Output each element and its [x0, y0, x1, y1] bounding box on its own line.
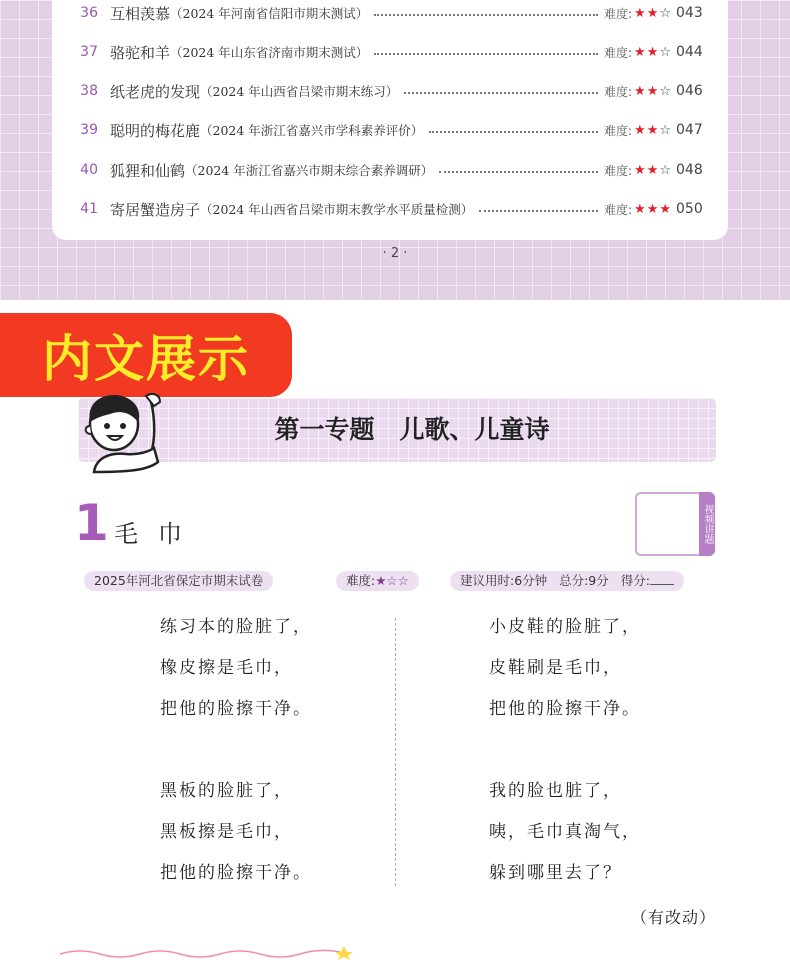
lesson-title: 毛巾 — [114, 520, 202, 548]
toc-leader-dots — [374, 13, 598, 16]
toc-entry-title: 寄居蟹造房子 — [110, 200, 201, 219]
toc-entry-source: （2024 年山西省吕梁市期末教学水平质量检测） — [200, 202, 474, 217]
empty-star-icon: ☆ — [659, 162, 672, 178]
filled-star-icon: ★ — [634, 122, 647, 138]
toc-entry-source: （2024 年山东省济南市期末测试） — [170, 45, 369, 60]
filled-star-icon: ★ — [634, 83, 647, 99]
poem-line: 躲到哪里去了？ — [489, 863, 622, 883]
toc-difficulty-stars — [634, 84, 672, 99]
toc-entry-number: 41 — [80, 201, 98, 217]
poem-line: 黑板的脸脏了， — [160, 781, 293, 801]
toc-difficulty-stars — [634, 202, 672, 217]
toc-entry-title: 互相羡慕 — [110, 4, 171, 23]
toc-entry-page: 046 — [676, 83, 703, 99]
filled-star-icon: ★ — [634, 162, 647, 178]
empty-star-icon: ☆ — [659, 83, 672, 99]
column-divider — [395, 618, 396, 886]
filled-star-icon: ★ — [634, 201, 647, 217]
toc-leader-dots — [374, 52, 598, 55]
filled-star-icon: ★ — [646, 122, 660, 138]
chapter-title: 第一专题 儿歌、儿童诗 — [274, 415, 550, 444]
suggested-time: 建议用时:6分钟 — [460, 573, 548, 588]
toc-entry[interactable] — [52, 199, 728, 219]
difficulty-label: 难度: — [346, 573, 376, 588]
difficulty-stars: ★☆☆ — [375, 573, 409, 588]
poem-line: 橡皮擦是毛巾， — [160, 658, 293, 678]
time-score-pill — [450, 571, 684, 591]
toc-entry-page: 050 — [676, 201, 703, 217]
toc-entry-page: 048 — [676, 162, 703, 178]
content-preview-banner — [0, 313, 292, 397]
toc-entry-title: 狐狸和仙鹤 — [110, 161, 186, 180]
toc-entry-title: 聪明的梅花鹿 — [110, 121, 201, 140]
score-blank[interactable] — [650, 572, 674, 585]
toc-entry-source: （2024 年河南省信阳市期末测试） — [170, 6, 369, 21]
toc-difficulty-stars — [634, 163, 672, 178]
filled-star-icon: ★ — [634, 5, 647, 21]
filled-star-icon: ★ — [646, 201, 660, 217]
filled-star-icon: ★ — [646, 83, 660, 99]
toc-entry-source: （2024 年浙江省嘉兴市期末综合素养调研） — [185, 163, 434, 178]
exam-info-strip — [84, 571, 714, 591]
toc-entry-source: （2024 年山西省吕梁市期末练习） — [200, 84, 399, 99]
toc-difficulty-label: 难度: — [603, 163, 633, 178]
toc-entry[interactable] — [52, 120, 728, 140]
exam-source-pill — [84, 571, 273, 591]
toc-entry-number: 39 — [80, 122, 98, 138]
adaptation-note: （有改动） — [630, 908, 716, 927]
toc-entry-page: 047 — [676, 122, 703, 138]
poem-line: 把他的脸擦干净。 — [160, 699, 312, 719]
toc-entry[interactable] — [52, 81, 728, 101]
toc-difficulty-label: 难度: — [603, 6, 633, 21]
empty-star-icon: ☆ — [659, 122, 672, 138]
toc-difficulty-stars — [634, 123, 672, 138]
filled-star-icon: ★ — [646, 162, 660, 178]
poem-line: 皮鞋刷是毛巾， — [489, 658, 622, 678]
poem-line: 咦，毛巾真淘气， — [489, 822, 641, 842]
lesson-number: 1 — [74, 494, 109, 552]
toc-entry-title: 纸老虎的发现 — [110, 82, 201, 101]
page-number: · 2 · — [382, 246, 408, 261]
toc-entry[interactable] — [52, 42, 728, 62]
difficulty-pill — [336, 571, 419, 591]
toc-difficulty-stars — [634, 45, 672, 60]
toc-entry-number: 40 — [80, 162, 98, 178]
filled-star-icon: ★ — [634, 44, 647, 60]
filled-star-icon: ★ — [646, 44, 660, 60]
score-label: 得分: — [620, 573, 650, 588]
toc-entry-number: 36 — [80, 5, 98, 21]
banner-text: 内文展示 — [42, 330, 250, 388]
poem-left-column — [160, 612, 312, 899]
exam-source: 2025年河北省保定市期末试卷 — [94, 573, 264, 588]
filled-star-icon: ★ — [646, 5, 660, 21]
toc-difficulty-label: 难度: — [603, 123, 633, 138]
video-explanation-label: 视频讲题 — [699, 492, 715, 556]
toc-difficulty-label: 难度: — [603, 45, 633, 60]
poem-line: 把他的脸擦干净。 — [160, 863, 312, 883]
empty-star-icon: ☆ — [659, 44, 672, 60]
toc-entry-number: 37 — [80, 44, 98, 60]
toc-entry-source: （2024 年浙江省嘉兴市学科素养评价） — [200, 123, 424, 138]
poem-line: 小皮鞋的脸脏了， — [489, 617, 641, 637]
chapter-header — [78, 398, 716, 462]
toc-difficulty-label: 难度: — [603, 202, 633, 217]
toc-leader-dots — [439, 170, 598, 173]
toc-entry[interactable] — [52, 3, 728, 23]
poem-line: 把他的脸擦干净。 — [489, 699, 641, 719]
video-explanation-qr-box[interactable] — [635, 492, 715, 556]
toc-entry-title: 骆驼和羊 — [110, 43, 171, 62]
toc-leader-dots — [479, 209, 598, 212]
poem-right-column — [489, 612, 641, 899]
toc-leader-dots — [429, 130, 598, 133]
toc-entry-page: 043 — [676, 5, 703, 21]
toc-entry-number: 38 — [80, 83, 98, 99]
poem-line: 练习本的脸脏了， — [160, 617, 312, 637]
toc-entry[interactable] — [52, 160, 728, 180]
poem-line: 黑板擦是毛巾， — [160, 822, 293, 842]
poem-line: 我的脸也脏了， — [489, 781, 622, 801]
toc-difficulty-label: 难度: — [603, 84, 633, 99]
toc-difficulty-stars — [634, 6, 672, 21]
empty-star-icon: ☆ — [659, 5, 672, 21]
total-score: 总分:9分 — [559, 573, 609, 588]
toc-card — [52, 0, 728, 240]
filled-star-icon: ★ — [659, 201, 672, 217]
toc-leader-dots — [404, 91, 598, 94]
toc-entry-page: 044 — [676, 44, 703, 60]
decorative-wave-line — [60, 940, 360, 960]
boy-mascot-illustration — [80, 392, 172, 476]
